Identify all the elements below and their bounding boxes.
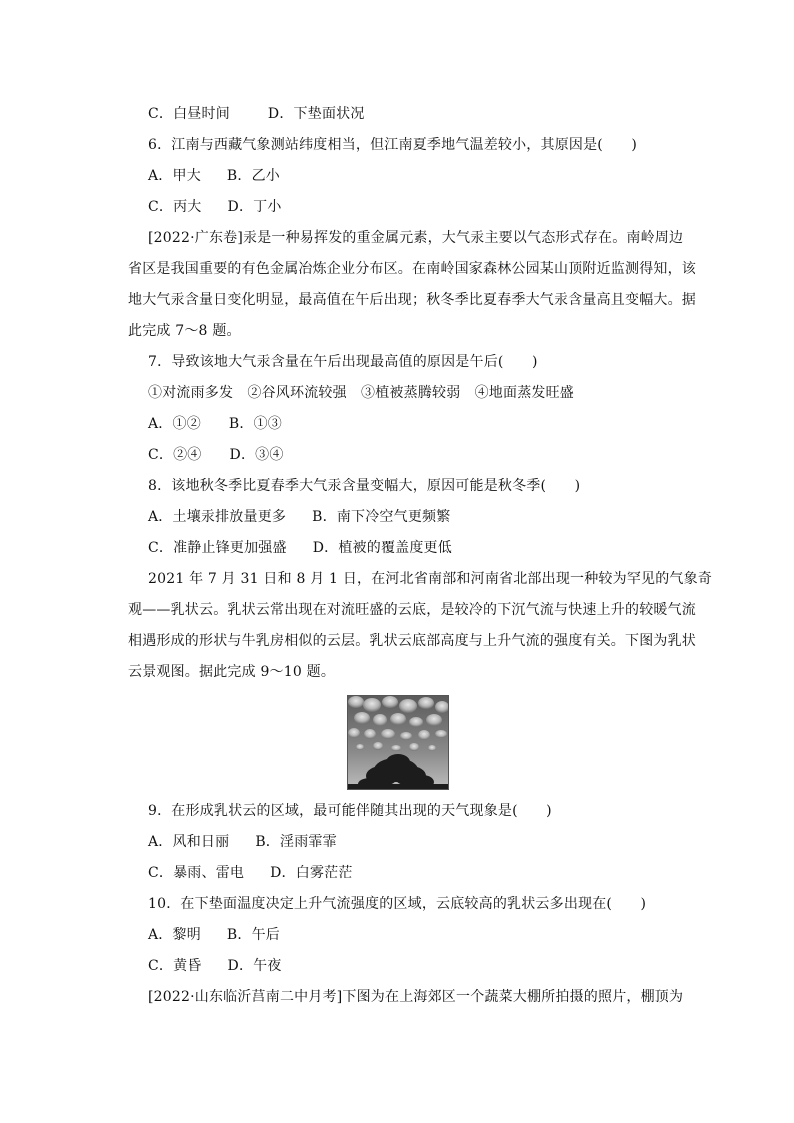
passage-line: 云景观图。据此完成 9～10 题。 [128,664,336,680]
option-b: B．乙小 [226,168,281,184]
option-line [148,956,282,976]
option-a: A．风和日丽 [148,834,230,850]
option-d: D．下垫面状况 [267,106,365,122]
passage-line: 2021 年 7 月 31 日和 8 月 1 日，在河北省南部和河南省北部出现一种较为罕见的气象奇 [148,571,713,587]
option-line [148,197,282,217]
question-7: 7．导致该地大气汞含量在午后出现最高值的原因是午后( ) [148,354,538,370]
passage-line: 观——乳状云。乳状云常出现在对流旺盛的云底，是较冷的下沉气流与快速上升的较暖气流 [128,602,696,618]
passage-line: 地大气汞含量日变化明显，最高值在午后出现；秋冬季比夏春季大气汞含量高且变幅大。据 [128,292,696,308]
option-c: C．准静止锋更加强盛 [148,540,287,556]
passage-line: [2022·山东临沂莒南二中月考]下图为在上海郊区一个蔬菜大棚所拍摄的照片，棚顶为 [148,989,684,1005]
option-c: C．白昼时间 [148,106,230,122]
mammatus-cloud-photo [347,695,449,790]
option-d: D．丁小 [227,199,282,215]
passage-line: 省区是我国重要的有色金属冶炼企业分布区。在南岭国家森林公园某山顶附近监测得知，该 [128,261,696,277]
option-b: B．南下冷空气更频繁 [312,509,451,525]
option-line [148,104,365,124]
option-d: D．植被的覆盖度更低 [312,540,452,556]
passage-line: 相遇形成的形状与牛乳房相似的云层。乳状云底部高度与上升气流的强度有关。下图为乳状 [128,633,696,649]
question-9: 9．在形成乳状云的区域，最可能伴随其出现的天气现象是( ) [148,803,552,819]
option-b: B．午后 [226,927,281,943]
option-line [148,925,280,945]
option-line [148,166,280,186]
passage-line: [2022·广东卷]汞是一种易挥发的重金属元素，大气汞主要以气态形式存在。南岭周边 [148,230,684,246]
question-8: 8．该地秋冬季比夏春季大气汞含量变幅大，原因可能是秋冬季( ) [148,478,581,494]
option-c: C．丙大 [148,199,202,215]
option-line [148,863,353,883]
option-d: D．白雾茫茫 [270,865,353,881]
option-d: D．午夜 [227,958,282,974]
option-a: A．黎明 [148,927,201,943]
option-c: C．黄昏 [148,958,202,974]
option-a: A．①② [148,416,201,432]
choice-list: ①对流雨多发 ②谷风环流较强 ③植被蒸腾较弱 ④地面蒸发旺盛 [148,385,574,401]
option-a: A．甲大 [148,168,201,184]
question-10: 10．在下垫面温度决定上升气流强度的区域，云底较高的乳状云多出现在( ) [148,896,647,912]
passage-line: 此完成 7～8 题。 [128,323,241,339]
option-line [148,507,450,527]
option-a: A．土壤汞排放量更多 [148,509,287,525]
option-b: B．淫雨霏霏 [255,834,337,850]
option-line [148,414,282,434]
option-b: B．①③ [228,416,283,432]
option-c: C．暴雨、雷电 [148,865,245,881]
option-line [148,445,284,465]
option-line [148,538,452,558]
question-6: 6．江南与西藏气象测站纬度相当，但江南夏季地气温差较小，其原因是( ) [148,137,638,153]
option-line [148,832,337,852]
option-c: C．②④ [148,447,202,463]
option-d: D．③④ [229,447,284,463]
